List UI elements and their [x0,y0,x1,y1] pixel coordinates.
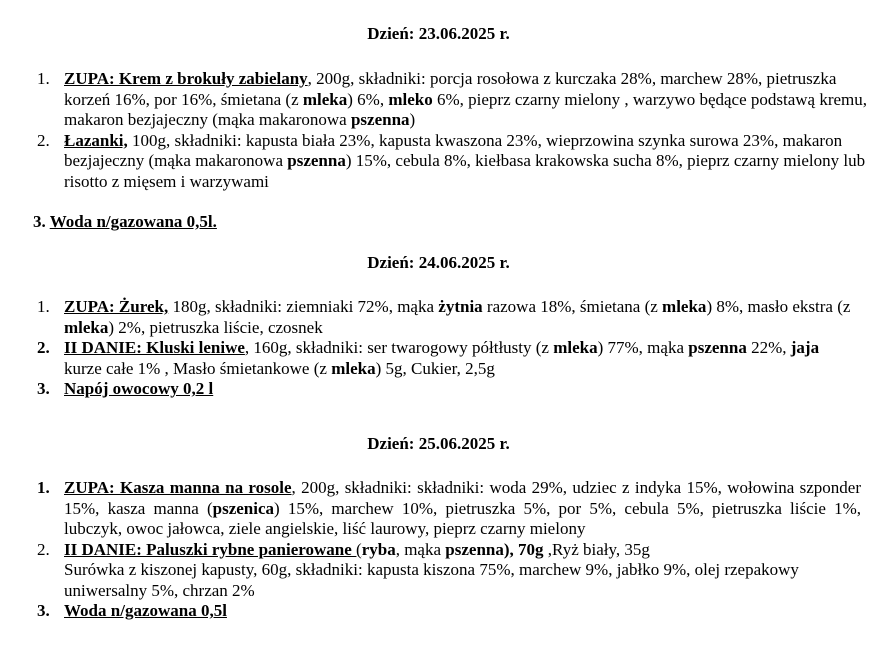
item-number: 1. [37,297,50,316]
dish-name: ZUPA: Kasza manna na rosole [64,478,292,497]
list-item: 2. II DANIE: Paluszki rybne panierowane (ryba, mąka pszenna), 70g ,Ryż biały, 35g Surówka z kiszonej kapusty, 60g, składniki: kapusta kiszona 75%, marchew 9%, jabłko 9%, olej rzepakowy uniwersalny 5%, chrzan 2% [37,539,799,600]
item-number: 1. [37,478,50,497]
dish-name: Napój owocowy 0,2 l [64,379,214,398]
side-dish: Surówka z kiszonej kapusty, 60g, składniki: kapusta kiszona 75%, marchew 9%, jabłko 9%, olej rzepakowy uniwersalny 5%, chrzan 2% [64,560,799,600]
item-number: 2. [37,130,50,150]
item-number: 2. [37,338,50,357]
list-item [37,601,861,622]
dish-name: II DANIE: Paluszki rybne panierowane [64,539,357,559]
dish-name: ZUPA: Żurek, [64,297,169,316]
dish-name: Woda n/gazowana 0,5l [64,601,227,620]
item-number: 3. [37,601,50,620]
day-menu-list [37,297,857,400]
dish-name: Woda n/gazowana 0,5l. [49,212,217,231]
day-menu-list [37,478,861,622]
list-item: 2. II DANIE: Kluski leniwe, 160g, składniki: ser twarogowy półtłusty (z mleka) 77%, mąka pszenna 22%, jaja kurze całe 1% , Masło śmietankowe (z mleka) 5g, Cukier, 2,5g [37,338,820,378]
list-item: 1. ZUPA: Kasza manna na rosole, 200g, składniki: składniki: woda 29%, udziec z indyka 15%, wołowina szponder 15%, kasza manna (pszenica) 15%, marchew 10%, pietruszka 5%, por 5%, cebula 5%, pietruszka liście 1%, lubczyk, owoc jałowca, ziele angielskie, liść laurowy, pieprz czarny mielony [37,478,861,538]
item-number: 3. [33,212,46,231]
list-item [37,379,857,400]
item-number: 3. [37,379,50,398]
day-title: Dzień: 25.06.2025 r. [367,434,510,453]
list-item [33,212,217,233]
dish-name: Łazanki, [64,130,128,150]
day-menu-list [37,69,867,192]
dish-name: ZUPA: Krem z brokuły zabielany [64,69,308,88]
list-item: 2. Łazanki, 100g, składniki: kapusta biała 23%, kapusta kwaszona 23%, wieprzowina szynka surowa 23%, makaron bezjajeczny (mąka makaronowa pszenna) 15%, cebula 8%, kiełbasa krakowska sucha 8%, pieprz czarny mielony lub risotto z mięsem i warzywami [37,130,866,191]
item-number: 1. [37,69,50,88]
list-item: 1. ZUPA: Żurek, 180g, składniki: ziemniaki 72%, mąka żytnia razowa 18%, śmietana (z mleka) 8%, masło ekstra (z mleka) 2%, pietruszka liście, czosnek [37,297,851,337]
list-item: 1. ZUPA: Krem z brokuły zabielany, 200g, składniki: porcja rosołowa z kurczaka 28%, marchew 28%, pietruszka korzeń 16%, por 16%, śmietana (z mleka) 6%, mleko 6%, pieprz czarny mielony , warzywo będące podstawą kremu, makaron bezjajeczny (mąka makaronowa pszenna) [37,69,868,129]
dish-name: II DANIE: Kluski leniwe [64,338,245,357]
item-number: 2. [37,539,50,559]
day-title: Dzień: 23.06.2025 r. [367,24,510,43]
day-title: Dzień: 24.06.2025 r. [367,253,510,272]
